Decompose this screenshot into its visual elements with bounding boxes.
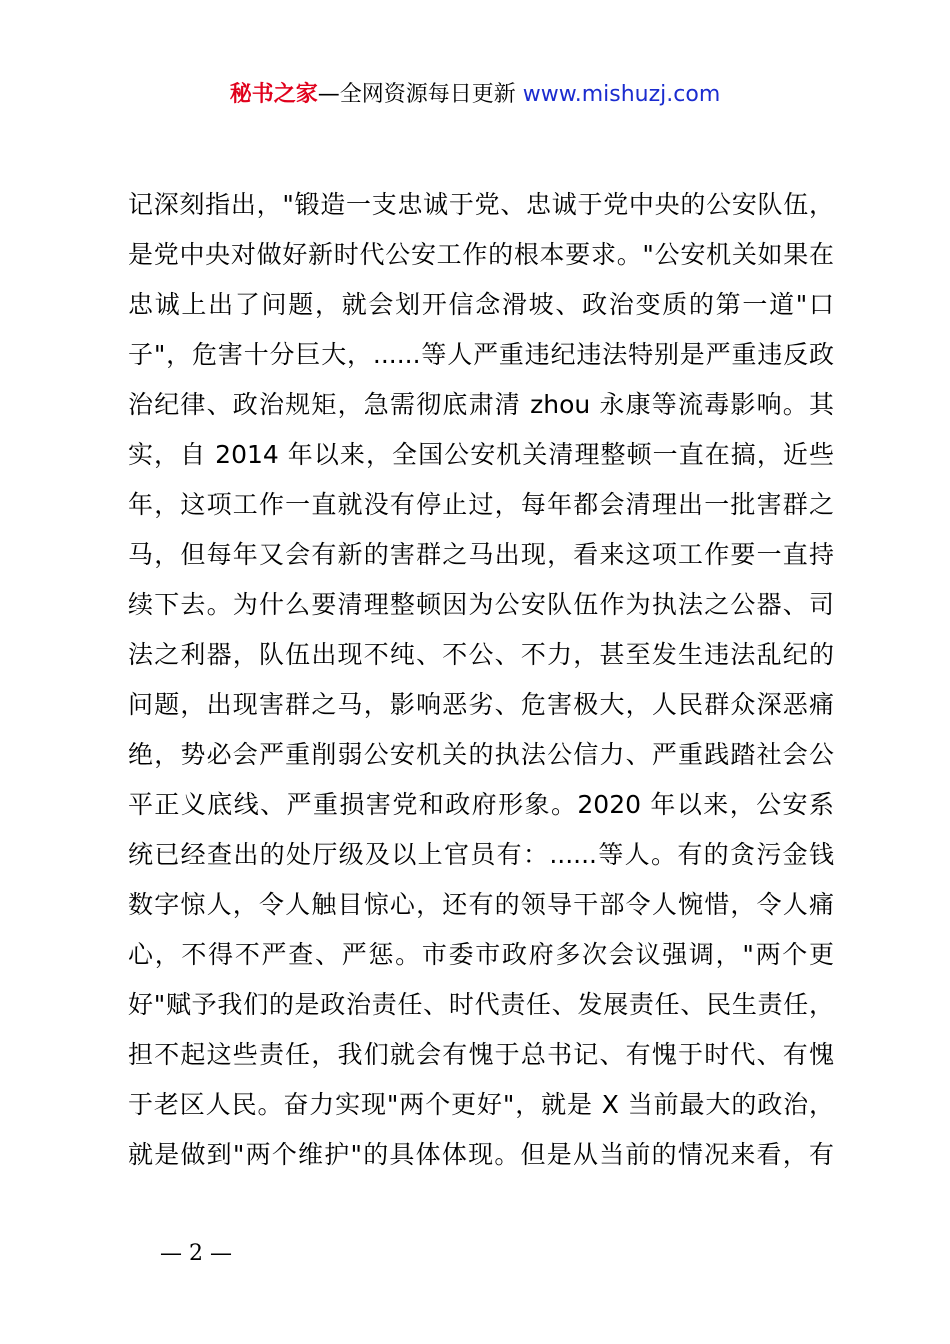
body-line: 好"赋予我们的是政治责任、时代责任、发展责任、民生责任， <box>128 990 834 1019</box>
body-line: 实，自 2014 年以来，全国公安机关清理整顿一直在搞，近些 <box>128 440 834 469</box>
body-line: 马，但每年又会有新的害群之马出现，看来这项工作要一直持 <box>128 540 834 569</box>
page-number: — 2 — <box>160 1241 232 1266</box>
body-line: 记深刻指出，"锻造一支忠诚于党、忠诚于党中央的公安队伍， <box>128 190 834 219</box>
brand-name: 秘书之家 <box>229 82 318 107</box>
header-tagline: —全网资源每日更新 <box>317 82 516 107</box>
body-line: 平正义底线、严重损害党和政府形象。2020 年以来，公安系 <box>128 790 834 819</box>
body-line: 统已经查出的处厅级及以上官员有：......等人。有的贪污金钱 <box>128 840 834 869</box>
body-line: 是党中央对做好新时代公安工作的根本要求。"公安机关如果在 <box>128 240 834 269</box>
body-line: 心，不得不严查、严惩。市委市政府多次会议强调，"两个更 <box>128 940 834 969</box>
body-line: 数字惊人，令人触目惊心，还有的领导干部令人惋惜，令人痛 <box>128 890 834 919</box>
body-line: 就是做到"两个维护"的具体体现。但是从当前的情况来看，有 <box>128 1140 834 1169</box>
site-url-link[interactable]: www.mishuzj.com <box>522 82 721 107</box>
body-line: 治纪律、政治规矩，急需彻底肃清 zhou 永康等流毒影响。其 <box>128 390 834 419</box>
document-body <box>128 180 834 1180</box>
body-line: 绝，势必会严重削弱公安机关的执法公信力、严重践踏社会公 <box>128 740 834 769</box>
body-line: 于老区人民。奋力实现"两个更好"，就是 X 当前最大的政治， <box>128 1090 834 1119</box>
body-line: 年，这项工作一直就没有停止过，每年都会清理出一批害群之 <box>128 490 834 519</box>
page-header <box>0 78 950 112</box>
body-line: 忠诚上出了问题，就会划开信念滑坡、政治变质的第一道"口 <box>128 290 834 319</box>
body-line: 担不起这些责任，我们就会有愧于总书记、有愧于时代、有愧 <box>128 1040 834 1069</box>
body-line: 法之利器，队伍出现不纯、不公、不力，甚至发生违法乱纪的 <box>128 640 834 669</box>
body-line: 问题，出现害群之马，影响恶劣、危害极大，人民群众深恶痛 <box>128 690 834 719</box>
body-line: 子"，危害十分巨大，......等人严重违纪违法特别是严重违反政 <box>128 340 834 369</box>
body-line: 续下去。为什么要清理整顿因为公安队伍作为执法之公器、司 <box>128 590 834 619</box>
